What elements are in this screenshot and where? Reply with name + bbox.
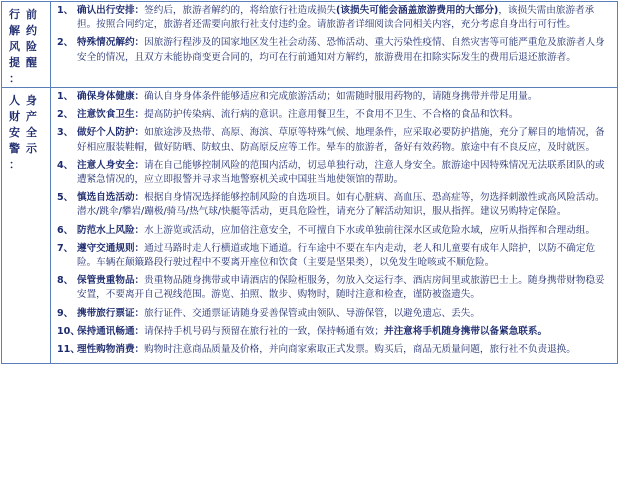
heading-char: 提: [9, 56, 20, 69]
item-text: [77, 224, 613, 238]
heading-char: 全: [26, 126, 37, 139]
item-text: [77, 242, 613, 270]
item-text: [77, 307, 613, 321]
section-body-1: [51, 2, 618, 88]
item-number: 10、: [57, 325, 80, 337]
item-text: [77, 274, 613, 302]
item-body: 通过马路时走人行横道或地下通道。行车途中不要在车内走动，老人和儿童要有成年人陪护，以防不确定危险。车辆在颠簸路段行驶过程中不要离开座位和饮食（主要是坚果类），以免发生呛咳或不顺危险。: [77, 242, 596, 269]
list-item: [57, 307, 613, 321]
item-body: 购物时注意商品质量及价格，并向商家索取正式发票。购买后，商品无质量问题，旅行社不负责退换。: [144, 344, 576, 356]
item-body: 旅行证件、交通票证请随身妥善保管或由领队、导游保管，以避免遗忘、丢失。: [144, 307, 480, 319]
item-text: [77, 159, 613, 187]
item-number: 5、: [57, 192, 74, 204]
list-item: [57, 224, 613, 238]
heading-char: 财: [9, 110, 20, 123]
list-item: [57, 325, 613, 339]
section-body-2: [51, 88, 618, 364]
item-title: 遵守交通规则：: [77, 242, 145, 254]
list-item: [57, 126, 613, 154]
item-number: 1、: [57, 91, 74, 102]
heading-char: 醒: [26, 56, 37, 69]
item-tail: ，该损失需由旅游者承担。按照合同约定，旅游者还需要向旅行社支付违约金。请旅游者详细阅读合同相关内容，充分考虑自身出行可行性。: [77, 5, 595, 31]
list-item: [57, 191, 613, 219]
item-title: 特殊情况解约：: [77, 37, 145, 49]
item-title: 慎选自选活动：: [77, 192, 145, 204]
heading-char: 前: [26, 8, 37, 21]
item-text: [77, 4, 613, 32]
item-number: 6、: [57, 224, 74, 236]
item-text: [77, 343, 613, 357]
item-text: [77, 90, 613, 104]
item-number: 1、: [57, 5, 74, 16]
item-number: 11、: [57, 344, 80, 356]
item-body: 因旅游行程涉及的国家地区发生社会动荡、恐怖活动、重大污染性疫情、自然灾害等可能严重危及旅游者人身安全的情况，且双方未能协商变更合同的，均可在行前通知对方解约，旅游费用在扣除实际发生的费用后退还旅游者。: [77, 37, 605, 63]
notice-table: [1, 1, 618, 364]
item-title: 注意人身安全：: [77, 159, 145, 171]
section-row-2: [2, 88, 618, 364]
heading-char: 行: [9, 8, 20, 21]
item-number: 4、: [57, 159, 74, 171]
item-body: 签约后，旅游者解约的，将给旅行社造成损失: [144, 5, 337, 16]
item-title: 保持通讯畅通：: [77, 325, 145, 337]
item-body: 如旅途涉及热带、高原、海滨、草原等特殊气候、地理条件，应采取必要防护措施，充分了解目的地情况，备好相应服装鞋帽，做好防晒、防蚊虫、防高原反应等工作。晕车的旅游者，备好有效药物。旅途中有不良反应，及时就医。: [77, 127, 605, 153]
item-body: 请保持手机号码与预留在旅行社的一致，保持畅通有效；: [144, 325, 384, 337]
item-title: 理性购物消费：: [77, 344, 145, 356]
item-title: 确认出行安排：: [77, 5, 145, 16]
section-heading-1: [2, 2, 51, 88]
item-body: 贵重物品随身携带或申请酒店的保险柜服务，勿放入交运行李、酒店房间里或旅游巴士上。随身携带财物稳妥安置，不要离开自己视线范围。游览、拍照、散步、购物时，随时注意和检查，谨防被盗遗失。: [77, 275, 605, 301]
item-emphasis: 并注意将手机随身携带以备紧急联系。: [384, 325, 548, 337]
item-title: 注意饮食卫生：: [77, 109, 145, 121]
list-item: [57, 159, 613, 187]
item-number: 2、: [57, 109, 74, 121]
section-row-1: [2, 2, 618, 88]
item-number: 3、: [57, 127, 74, 139]
heading-char: 人: [9, 94, 20, 107]
item-title: 确保身体健康：: [77, 91, 145, 102]
item-body: 根据自身情况选择能够控制风险的自选项目。如有心脏病、高血压、恐高症等，勿选择刺激性或高风险活动。潜水/跳伞/攀岩/蹦极/骑马/热气球/快艇等活动，更具危险性，请充分了解活动知识，服从指挥。建议另购特定保险。: [77, 192, 605, 218]
item-title: 保管贵重物品：: [77, 275, 145, 287]
item-number: 8、: [57, 275, 74, 287]
item-emphasis: (该损失可能会涵盖旅游费用的大部分): [336, 5, 499, 16]
heading-char: 安: [9, 126, 20, 139]
heading-char: 约: [26, 24, 37, 37]
heading-char: 险: [26, 40, 37, 53]
list-item: [57, 4, 613, 32]
item-text: [77, 36, 613, 64]
heading-char: 产: [26, 110, 37, 123]
heading-char: 解: [9, 24, 20, 37]
item-title: 做好个人防护：: [77, 127, 145, 139]
list-item: [57, 274, 613, 302]
list-item: [57, 242, 613, 270]
list-item: [57, 343, 613, 357]
section-heading-2: [2, 88, 51, 364]
heading-char: ：: [9, 158, 20, 171]
list-item: [57, 36, 613, 64]
item-number: 9、: [57, 307, 74, 319]
item-body: 请在自己能够控制风险的范围内活动，切忌单独行动，注意人身安全。旅游途中因特殊情况无法联系团队的或遭紧急情况的，应立即报警并寻求当地警察机关或中国驻当地使领馆的帮助。: [77, 159, 605, 186]
item-body: 确认自身身体条件能够适应和完成旅游活动；如需随时服用药物的，请随身携带并带足用量。: [144, 91, 538, 102]
heading-char: 警: [9, 142, 20, 155]
item-text: [77, 108, 613, 122]
item-title: 防范水上风险：: [77, 224, 145, 236]
list-item: [57, 108, 613, 122]
heading-char: 风: [9, 40, 20, 53]
item-body: 水上游览或活动，应加倍注意安全，不可擅自下水或单独前往深水区或危险水域，应听从指挥和合理动组。: [144, 224, 596, 236]
heading-char: ：: [9, 72, 20, 85]
list-item: [57, 90, 613, 104]
item-title: 携带旅行票证：: [77, 307, 145, 319]
item-text: [77, 126, 613, 154]
item-text: [77, 191, 613, 219]
heading-char: 示: [26, 142, 37, 155]
item-text: [77, 325, 613, 339]
item-number: 2、: [57, 37, 74, 49]
item-body: 提高防护传染病、流行病的意识。注意用餐卫生，不食用不卫生、不合格的食品和饮料。: [144, 109, 519, 121]
item-number: 7、: [57, 242, 74, 254]
heading-char: 身: [26, 94, 37, 107]
